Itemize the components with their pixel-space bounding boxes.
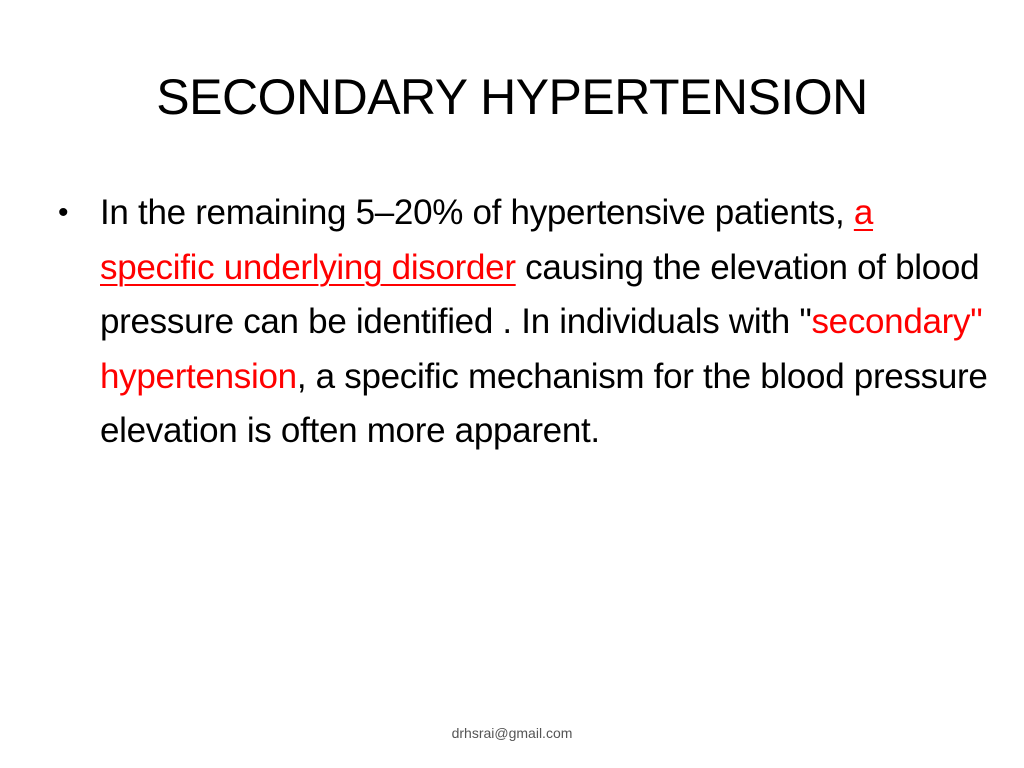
highlight-underlying-disorder: a specific underlying disorder xyxy=(100,193,874,287)
bullet-text-part1: In the remaining 5–20% of hypertensive patients, xyxy=(100,193,854,232)
highlight-secondary-hypertension: secondary" hypertension xyxy=(100,302,983,396)
bullet-item xyxy=(58,186,988,459)
slide-title: SECONDARY HYPERTENSION xyxy=(156,69,868,125)
bullet-list xyxy=(58,186,988,459)
bullet-text-part2: causing the elevation of blood pressure can be identified . In individuals with " xyxy=(100,247,980,341)
bullet-text-part3: , a specific mechanism for the blood pressure elevation is often more apparent. xyxy=(100,356,988,450)
footer-email: drhsrai@gmail.com xyxy=(451,725,573,741)
bullet-marker: • xyxy=(58,196,69,229)
